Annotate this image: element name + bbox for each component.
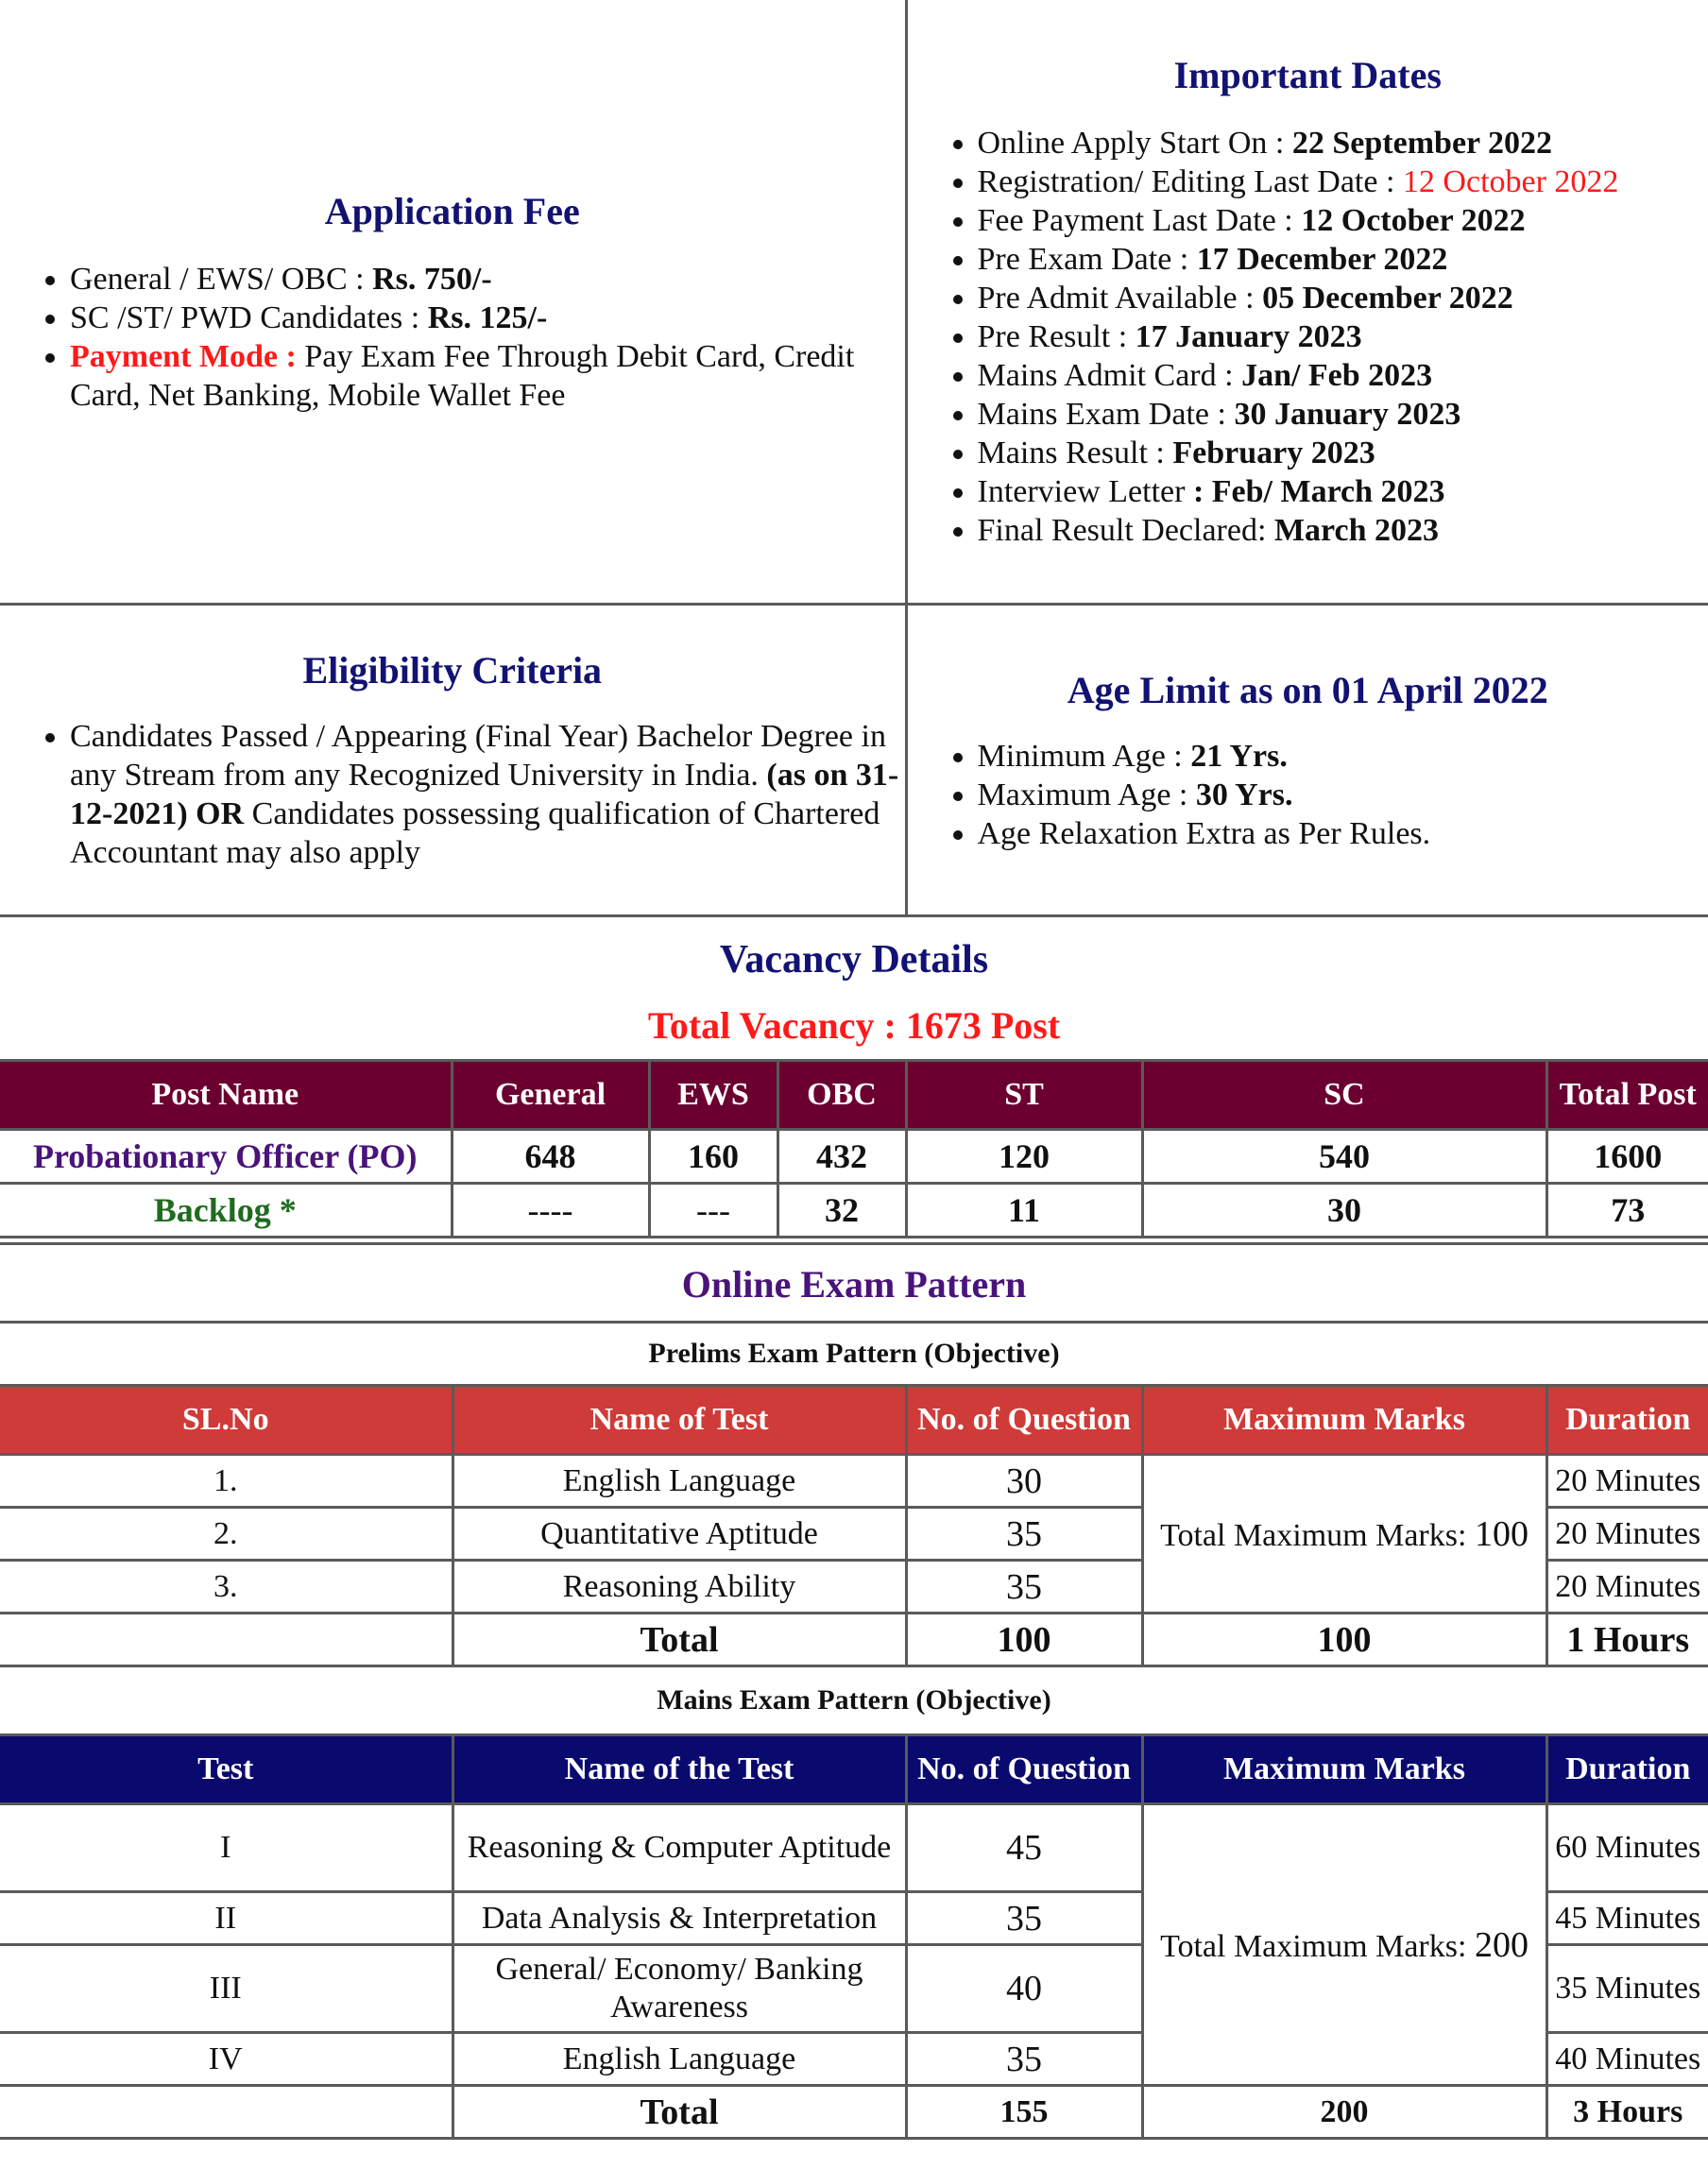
total-questions: 155 bbox=[906, 2086, 1142, 2139]
total-marks: 200 bbox=[1142, 2086, 1546, 2139]
post-name: Backlog * bbox=[0, 1184, 452, 1238]
total-duration: 3 Hours bbox=[1546, 2086, 1708, 2139]
prelims-total-row bbox=[0, 1614, 1708, 1666]
duration: 20 Minutes bbox=[1546, 1455, 1708, 1508]
age-limit-cell bbox=[906, 605, 1708, 916]
vacancy-cell: 1600 bbox=[1546, 1130, 1708, 1184]
date-value: 22 September 2022 bbox=[1291, 126, 1553, 161]
date-value: Jan/ Feb 2023 bbox=[1241, 358, 1433, 393]
date-item bbox=[978, 279, 1708, 317]
date-item bbox=[978, 395, 1708, 434]
fee-item: • SC /ST/ PWD Candidates : Rs. 125/- bbox=[70, 299, 905, 337]
application-fee-title: Application Fee bbox=[324, 189, 580, 232]
age-item: • Maximum Age : 30 Yrs. bbox=[978, 776, 1708, 814]
empty-cell bbox=[0, 1614, 453, 1666]
question-count: 35 bbox=[906, 1892, 1142, 1945]
table-row bbox=[0, 1804, 1708, 1892]
age-limit-title: Age Limit as on 01 April 2022 bbox=[1067, 668, 1548, 711]
prelims-header-marks: Maximum Marks bbox=[1142, 1386, 1546, 1455]
date-item bbox=[978, 472, 1708, 511]
date-label: Final Result Declared: bbox=[977, 513, 1274, 548]
vacancy-cell: 160 bbox=[649, 1130, 777, 1184]
vacancy-header-st: ST bbox=[906, 1061, 1142, 1130]
date-item bbox=[978, 201, 1708, 240]
total-questions: 100 bbox=[906, 1614, 1142, 1666]
vacancy-cell: --- bbox=[649, 1184, 777, 1238]
date-item bbox=[978, 162, 1708, 201]
question-count: 40 bbox=[906, 1945, 1142, 2033]
question-count: 35 bbox=[906, 1508, 1142, 1561]
vacancy-cell: 120 bbox=[906, 1130, 1142, 1184]
test-name: Quantitative Aptitude bbox=[453, 1508, 906, 1561]
date-value: 17 January 2023 bbox=[1135, 319, 1362, 354]
date-label: Online Apply Start On : bbox=[977, 126, 1292, 161]
test-name: Reasoning & Computer Aptitude bbox=[453, 1804, 906, 1892]
date-label: Fee Payment Last Date : bbox=[977, 203, 1302, 238]
prelims-table bbox=[0, 1384, 1708, 1667]
mains-header-test: Test bbox=[0, 1735, 453, 1804]
test-number: III bbox=[0, 1945, 453, 2033]
eligibility-item: • Candidates Passed / Appearing (Final Year) Bachelor Degree in any Stream from any Recognized University in India. (as on 31-12-2021) OR Candidates possessing qualification of Chartered Accountant may also apply bbox=[70, 717, 905, 872]
empty-cell bbox=[0, 2086, 453, 2139]
total-label: Total bbox=[453, 2086, 906, 2139]
vacancy-cell: 540 bbox=[1142, 1130, 1546, 1184]
eligibility-title: Eligibility Criteria bbox=[302, 649, 603, 692]
eligibility-cell bbox=[0, 605, 906, 916]
mains-table bbox=[0, 1733, 1708, 2140]
important-dates-title: Important Dates bbox=[1173, 54, 1442, 96]
vacancy-header-sc: SC bbox=[1142, 1061, 1546, 1130]
date-item bbox=[978, 511, 1708, 550]
table-row bbox=[0, 1455, 1708, 1508]
date-item bbox=[978, 356, 1708, 395]
total-label: Total bbox=[453, 1614, 906, 1666]
prelims-max-marks: Total Maximum Marks: 100 bbox=[1142, 1455, 1546, 1614]
mains-header-questions: No. of Question bbox=[906, 1735, 1142, 1804]
vacancy-title: Vacancy Details bbox=[719, 938, 989, 982]
question-count: 45 bbox=[906, 1804, 1142, 1892]
sl-no: 3. bbox=[0, 1561, 453, 1614]
vacancy-cell: 11 bbox=[906, 1184, 1142, 1238]
date-item bbox=[978, 317, 1708, 356]
mains-header-row bbox=[0, 1735, 1708, 1804]
duration: 60 Minutes bbox=[1546, 1804, 1708, 1892]
sl-no: 2. bbox=[0, 1508, 453, 1561]
eligibility-list bbox=[0, 717, 905, 872]
date-value: 17 December 2022 bbox=[1196, 242, 1448, 277]
vacancy-header-total: Total Post bbox=[1546, 1061, 1708, 1130]
duration: 45 Minutes bbox=[1546, 1892, 1708, 1945]
duration: 20 Minutes bbox=[1546, 1508, 1708, 1561]
date-label: Pre Result : bbox=[977, 319, 1136, 354]
date-label: Pre Admit Available : bbox=[977, 281, 1263, 316]
total-marks: 100 bbox=[1142, 1614, 1546, 1666]
age-item: • Minimum Age : 21 Yrs. bbox=[978, 737, 1708, 776]
post-name: Probationary Officer (PO) bbox=[0, 1130, 452, 1184]
test-name: English Language bbox=[453, 2033, 906, 2086]
test-number: IV bbox=[0, 2033, 453, 2086]
date-value: February 2023 bbox=[1172, 436, 1375, 470]
table-row bbox=[0, 1130, 1708, 1184]
prelims-header-name: Name of Test bbox=[453, 1386, 906, 1455]
total-duration: 1 Hours bbox=[1546, 1614, 1708, 1666]
date-label: Mains Admit Card : bbox=[977, 358, 1242, 393]
date-value: 12 October 2022 bbox=[1402, 164, 1619, 199]
duration: 40 Minutes bbox=[1546, 2033, 1708, 2086]
fee-item: • General / EWS/ OBC : Rs. 750/- bbox=[70, 260, 905, 299]
total-vacancy: Total Vacancy : 1673 Post bbox=[647, 1004, 1061, 1047]
application-fee-list bbox=[0, 260, 905, 415]
date-label: Pre Exam Date : bbox=[977, 242, 1197, 277]
date-value: 12 October 2022 bbox=[1301, 203, 1526, 238]
vacancy-header-obc: OBC bbox=[777, 1061, 906, 1130]
mains-max-marks: Total Maximum Marks: 200 bbox=[1142, 1804, 1546, 2086]
sl-no: 1. bbox=[0, 1455, 453, 1508]
test-name: Reasoning Ability bbox=[453, 1561, 906, 1614]
info-grid bbox=[0, 0, 1708, 917]
question-count: 35 bbox=[906, 1561, 1142, 1614]
vacancy-header-row bbox=[0, 1061, 1708, 1130]
mains-total-row bbox=[0, 2086, 1708, 2139]
test-number: I bbox=[0, 1804, 453, 1892]
vacancy-cell: ---- bbox=[452, 1184, 649, 1238]
vacancy-cell: 32 bbox=[777, 1184, 906, 1238]
duration: 35 Minutes bbox=[1546, 1945, 1708, 2033]
vacancy-cell: 432 bbox=[777, 1130, 906, 1184]
prelims-header-duration: Duration bbox=[1546, 1386, 1708, 1455]
date-value: : Feb/ March 2023 bbox=[1192, 474, 1445, 509]
date-value: 05 December 2022 bbox=[1262, 281, 1513, 316]
vacancy-cell: 648 bbox=[452, 1130, 649, 1184]
question-count: 35 bbox=[906, 2033, 1142, 2086]
date-label: Mains Result : bbox=[977, 436, 1173, 470]
prelims-header-row bbox=[0, 1386, 1708, 1455]
date-label: Interview Letter bbox=[977, 474, 1193, 509]
vacancy-header-post-name: Post Name bbox=[0, 1061, 452, 1130]
exam-pattern-title: Online Exam Pattern bbox=[0, 1242, 1708, 1321]
prelims-header-sl: SL.No bbox=[0, 1386, 453, 1455]
age-limit-list bbox=[908, 737, 1708, 853]
important-dates-cell bbox=[906, 0, 1708, 605]
vacancy-cell: 73 bbox=[1546, 1184, 1708, 1238]
duration: 20 Minutes bbox=[1546, 1561, 1708, 1614]
table-row bbox=[0, 1184, 1708, 1238]
mains-header-duration: Duration bbox=[1546, 1735, 1708, 1804]
mains-header-name: Name of the Test bbox=[453, 1735, 906, 1804]
mains-header-marks: Maximum Marks bbox=[1142, 1735, 1546, 1804]
vacancy-table bbox=[0, 1059, 1708, 1238]
test-name: Data Analysis & Interpretation bbox=[453, 1892, 906, 1945]
age-item: • Age Relaxation Extra as Per Rules. bbox=[978, 814, 1708, 853]
question-count: 30 bbox=[906, 1455, 1142, 1508]
test-name: General/ Economy/ Banking Awareness bbox=[453, 1945, 906, 2033]
date-label: Registration/ Editing Last Date : bbox=[977, 164, 1403, 199]
date-value: March 2023 bbox=[1273, 513, 1439, 548]
vacancy-header-ews: EWS bbox=[649, 1061, 777, 1130]
prelims-header-questions: No. of Question bbox=[906, 1386, 1142, 1455]
date-item bbox=[978, 124, 1708, 162]
mains-caption: Mains Exam Pattern (Objective) bbox=[657, 1684, 1051, 1716]
vacancy-header-general: General bbox=[452, 1061, 649, 1130]
date-item bbox=[978, 434, 1708, 472]
date-label: Mains Exam Date : bbox=[977, 397, 1235, 432]
date-value: 30 January 2023 bbox=[1234, 397, 1461, 432]
test-number: II bbox=[0, 1892, 453, 1945]
vacancy-cell: 30 bbox=[1142, 1184, 1546, 1238]
test-name: English Language bbox=[453, 1455, 906, 1508]
important-dates-list bbox=[908, 124, 1708, 550]
date-item bbox=[978, 240, 1708, 279]
application-fee-cell bbox=[0, 0, 906, 605]
prelims-caption: Prelims Exam Pattern (Objective) bbox=[0, 1321, 1708, 1384]
payment-mode-item: • Payment Mode : Pay Exam Fee Through Debit Card, Credit Card, Net Banking, Mobile Wallet Fee bbox=[70, 337, 905, 415]
